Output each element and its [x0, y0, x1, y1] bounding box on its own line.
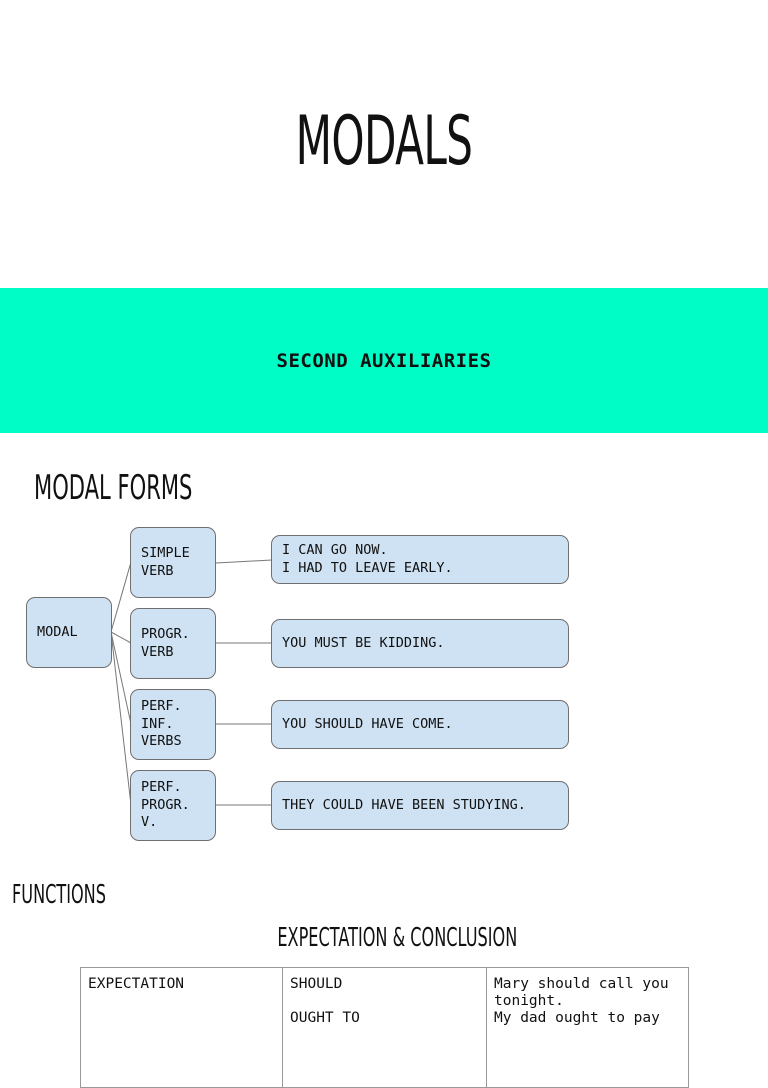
connector-line	[111, 632, 131, 643]
banner-text: SECOND AUXILIARIES	[276, 349, 492, 372]
connector-line	[111, 632, 131, 805]
category-simple-verb: SIMPLE VERB	[130, 527, 216, 598]
connector-line	[111, 632, 131, 724]
table-cell-function: EXPECTATION	[81, 968, 283, 1088]
modal-root-node: MODAL	[26, 597, 112, 668]
connector-line	[111, 562, 131, 632]
example-perfect-progressive: THEY COULD HAVE BEEN STUDYING.	[271, 781, 569, 830]
category-perfect-progressive: PERF. PROGR. V.	[130, 770, 216, 841]
example-progressive-verb: YOU MUST BE KIDDING.	[271, 619, 569, 668]
example-simple-verb: I CAN GO NOW. I HAD TO LEAVE EARLY.	[271, 535, 569, 584]
expectation-subheading: EXPECTATION & CONCLUSION	[277, 923, 518, 953]
category-progressive-verb: PROGR. VERB	[130, 608, 216, 679]
connector-line	[216, 560, 272, 563]
page-title: MODALS	[295, 102, 473, 181]
example-perfect-infinitive: YOU SHOULD HAVE COME.	[271, 700, 569, 749]
table-cell-examples: Mary should call you tonight. My dad ought to pay	[487, 968, 689, 1088]
category-perfect-infinitive: PERF. INF. VERBS	[130, 689, 216, 760]
table-cell-modals: SHOULD OUGHT TO	[283, 968, 487, 1088]
functions-table	[80, 967, 689, 1088]
table-row	[81, 968, 689, 1088]
functions-heading: FUNCTIONS	[12, 880, 106, 910]
modal-forms-heading: MODAL FORMS	[34, 468, 193, 508]
